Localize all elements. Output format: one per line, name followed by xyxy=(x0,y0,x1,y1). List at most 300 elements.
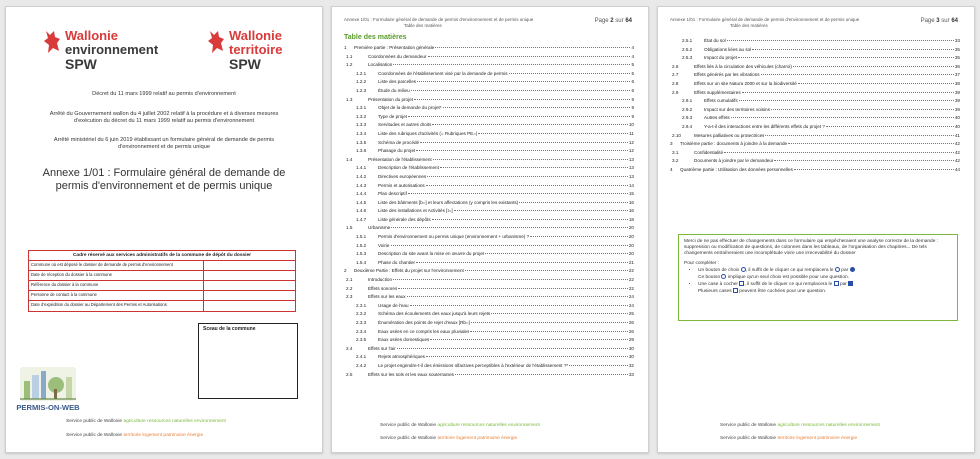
toc-entry-number: 2.9.2 xyxy=(682,106,693,112)
toc-entry[interactable] xyxy=(670,123,960,132)
toc-entry-title: Première partie : Présentation générale xyxy=(354,45,435,50)
toc-entry-page: 20 xyxy=(628,234,634,240)
toc-leader xyxy=(397,348,628,349)
toc-entry[interactable] xyxy=(670,132,960,141)
toc-entry[interactable] xyxy=(670,166,960,175)
pow-label: PERMIS-ON-WEB xyxy=(16,403,80,412)
instructions-warning: Merci de ne pas effectuer de changements dans ce formulaire qui empêcheraient une analyse correcte de la demande : suppression ou modification de questions, de colonnes dans les tableaux, de l'organisation des chapitres... De tels changements entraîneraient une incomplétude voire une irrecevabilité du dossier xyxy=(684,239,939,257)
toc-leader xyxy=(738,57,954,58)
toc-leader xyxy=(443,107,631,108)
toc-entry-title: Autres effets xyxy=(704,115,730,121)
toc-entry[interactable] xyxy=(670,37,960,46)
toc-entry-page: 29 xyxy=(628,337,634,343)
toc-entry-title: Permis et autorisations xyxy=(378,182,425,188)
toc-entry-page: 33 xyxy=(954,38,960,43)
toc-leader xyxy=(569,365,628,366)
toc-entry[interactable] xyxy=(670,157,960,166)
toc-entry-number: 2.5.3 xyxy=(682,55,693,61)
toc-entry[interactable] xyxy=(344,139,634,148)
toc-entry-page: 39 xyxy=(954,98,960,104)
sceau-box xyxy=(198,323,298,399)
toc-leader xyxy=(420,142,628,143)
document-title: Annexe 1/01 : Formulaire général de demande de permis d'environnement et de permis unique xyxy=(42,167,286,192)
toc-entry-page: 10 xyxy=(628,122,634,128)
toc-leader xyxy=(455,374,628,375)
toc-entry[interactable] xyxy=(344,104,634,113)
toc-entry[interactable] xyxy=(344,147,634,156)
toc-entry[interactable] xyxy=(344,310,634,319)
toc-entry-number: 1.3.3 xyxy=(356,122,367,128)
toc-entry[interactable] xyxy=(670,140,960,149)
toc-entry[interactable] xyxy=(344,319,634,328)
toc-entry-number: 1.5.3 xyxy=(356,251,367,257)
toc-leader xyxy=(408,116,630,117)
toc-entry-page: 30 xyxy=(628,354,634,360)
rooster-icon xyxy=(206,29,226,55)
toc-entry-title: Quatrième partie : Utilisation des données personnelles xyxy=(680,166,793,172)
toc-leader xyxy=(471,322,628,323)
toc-entry[interactable] xyxy=(344,285,634,294)
instruction-checkbox: • Une case à cocher , il suffit de le cliquer ce qui remplacera le par Plusieurs cases peuvent être cochées pour une question. xyxy=(698,281,952,295)
toc-leader xyxy=(417,81,630,82)
toc-entry-page: 35 xyxy=(954,55,960,61)
toc-entry-number: 1.5 xyxy=(346,225,353,231)
toc-entry[interactable] xyxy=(670,80,960,89)
toc-entry-number: 1.3.2 xyxy=(356,113,367,119)
logo-wallonie-territoire xyxy=(206,29,282,71)
cover-page xyxy=(5,6,323,453)
logo-spw: SPW xyxy=(65,56,97,72)
toc-leader xyxy=(478,133,628,134)
toc-leader xyxy=(465,270,628,271)
toc-entry-number: 2.9.3 xyxy=(682,115,693,121)
toc-entry-title: Liste des parcelles xyxy=(378,79,417,85)
toc-entry-page: 22 xyxy=(628,268,634,274)
toc-leader xyxy=(432,124,628,125)
toc-leader xyxy=(752,49,954,50)
toc-entry-number: 2.7 xyxy=(672,72,679,78)
toc-entry[interactable] xyxy=(670,149,960,158)
toc-leader xyxy=(491,313,628,314)
toc-entry[interactable] xyxy=(344,224,634,233)
toc-leader xyxy=(793,66,954,67)
toc-leader xyxy=(416,150,628,151)
toc-entry[interactable] xyxy=(344,113,634,122)
footer-line-1: Service public de Wallonie agriculture ressources naturelles environnement xyxy=(380,423,540,428)
toc-entry-page: 13 xyxy=(628,156,634,162)
toc-leader xyxy=(798,83,954,84)
toc-entry-page: 4 xyxy=(631,45,634,50)
toc-entry-number: 1.4.3 xyxy=(356,182,367,188)
toc-entry-number: 2.2 xyxy=(346,285,353,291)
toc-leader xyxy=(433,159,628,160)
toc-entry-page: 20 xyxy=(628,242,634,248)
toc-title: Table des matières xyxy=(344,34,407,41)
toc-entry-number: 1.5.1 xyxy=(356,234,367,240)
toc-leader xyxy=(788,143,954,144)
rooster-icon xyxy=(42,29,62,55)
checkbox-empty-icon xyxy=(733,288,738,293)
toc-entry-number: 3 xyxy=(670,141,673,147)
toc-entry-page: 6 xyxy=(631,87,634,93)
toc-entry-title: Directives européennes xyxy=(378,173,427,179)
toc-entry-number: 1.3.4 xyxy=(356,130,367,136)
toc-entry-title: Y-a-t-il des interactions entre les différents effets du projet ? xyxy=(704,123,825,129)
toc-entry-page: 5 xyxy=(631,70,634,76)
toc-entry-title: Confidentialité xyxy=(694,149,724,155)
toc-entry[interactable] xyxy=(670,71,960,80)
toc-leader xyxy=(416,262,628,263)
toc-entry[interactable] xyxy=(670,106,960,115)
toc-entry-number: 1.2.3 xyxy=(356,87,367,93)
toc-page-3 xyxy=(657,6,975,453)
toc-entry-number: 2.3.3 xyxy=(356,320,367,325)
toc-entry-title: État du sol xyxy=(704,38,726,43)
toc-entry-number: 2.10 xyxy=(672,132,681,138)
toc-entry-title: Plan descriptif xyxy=(378,191,407,197)
toc-entry-number: 1 xyxy=(344,45,347,50)
toc-entry-title: Type de projet xyxy=(378,113,408,119)
toc-entry-page: 40 xyxy=(954,123,960,129)
toc-entry[interactable] xyxy=(670,63,960,72)
toc-entry[interactable] xyxy=(670,97,960,106)
toc-entry-number: 1.4.6 xyxy=(356,208,367,214)
toc-entry-page: 39 xyxy=(954,89,960,95)
toc-entry[interactable] xyxy=(344,293,634,302)
toc-entry-page: 22 xyxy=(628,277,634,283)
toc-leader xyxy=(774,160,953,161)
toc-entry-number: 1.3.5 xyxy=(356,139,367,145)
toc-entry-page: 6 xyxy=(631,79,634,85)
toc-entry-number: 1.2.1 xyxy=(356,70,367,76)
toc-entry-page: 13 xyxy=(628,165,634,171)
footer-line-1: Service public de Wallonie agriculture ressources naturelles environnement xyxy=(720,423,880,428)
toc-leader xyxy=(826,126,954,127)
toc-entry-number: 2.9.1 xyxy=(682,98,693,104)
toc-leader xyxy=(432,219,628,220)
footer-line-2: Service public de Wallonie territoire logement patrimoine énergie xyxy=(720,436,858,441)
toc-entry[interactable] xyxy=(344,207,634,216)
decret-text: Décret du 11 mars 1999 relatif au permis d'environnement xyxy=(92,91,236,97)
instructions-lead: Pour compléter : xyxy=(684,260,720,266)
toc-entry-number: 2.3.2 xyxy=(356,311,367,317)
toc-leader xyxy=(391,245,628,246)
radio-empty-icon xyxy=(721,274,726,279)
toc-entry-number: 2.4 xyxy=(346,345,353,351)
toc-entry[interactable] xyxy=(670,89,960,98)
footer-line-1: Service public de Wallonie agriculture ressources naturelles environnement xyxy=(66,419,226,424)
toc-entry-title: Permis d'environnement ou permis unique (environnement + urbanisme) ? xyxy=(378,234,530,240)
page-number: Page 2 sur 64 xyxy=(594,18,632,24)
toc-entry-page: 42 xyxy=(954,141,960,147)
toc-entry-number: 1.4 xyxy=(346,156,353,162)
toc-entry-number: 3.1 xyxy=(672,149,679,155)
toc-leader xyxy=(435,47,630,48)
toc-entry-page: 38 xyxy=(954,80,960,86)
reserved-row[interactable]: Commune où est déposé le dossier de demande de permis d'environnement xyxy=(29,261,295,271)
footer-line-2: Service public de Wallonie territoire logement patrimoine énergie xyxy=(380,436,518,441)
toc-list xyxy=(670,37,960,175)
toc-leader xyxy=(393,279,628,280)
toc-entry-title: Troisième partie : documents à joindre à la demande xyxy=(680,141,788,147)
toc-entry[interactable] xyxy=(344,259,634,268)
toc-leader xyxy=(509,73,631,74)
toc-entry-page: 37 xyxy=(954,72,960,78)
toc-entry-title: Effets supplémentaires xyxy=(694,89,741,95)
reserved-frame xyxy=(28,250,296,312)
toc-entry-number: 2.8 xyxy=(672,80,679,86)
toc-leader xyxy=(427,176,628,177)
toc-entry-page: 26 xyxy=(628,320,634,325)
page-number: Page 3 sur 64 xyxy=(920,18,958,24)
toc-entry-number: 2.4.1 xyxy=(356,354,367,360)
toc-entry-title: Effets sur les eaux xyxy=(368,294,406,300)
toc-entry-page: 12 xyxy=(628,148,634,154)
toc-entry-title: Description de l'établissement xyxy=(378,165,439,171)
toc-entry[interactable] xyxy=(344,78,634,87)
toc-entry[interactable] xyxy=(344,267,634,276)
toc-entry-number: 2.1 xyxy=(346,277,353,283)
toc-entry-number: 2 xyxy=(344,268,347,274)
toc-entry-number: 1.4.7 xyxy=(356,216,367,222)
reserved-row[interactable]: Date de réception du dossier à la commune xyxy=(29,271,295,281)
toc-entry-number: 2.4.2 xyxy=(356,362,367,368)
toc-entry-title: Coordonnées de l'établissement visé par la demande de permis xyxy=(378,70,508,76)
toc-entry-page: 44 xyxy=(954,166,960,172)
toc-leader xyxy=(430,339,628,340)
toc-entry[interactable] xyxy=(344,70,634,79)
toc-leader xyxy=(530,236,628,237)
toc-entry-title: Liste générale des dépôts xyxy=(378,216,431,222)
toc-leader xyxy=(739,100,954,101)
toc-entry-title: Étude du milieu xyxy=(378,87,410,93)
toc-entry-number: 2.9.4 xyxy=(682,123,693,129)
toc-entry-number: 1.1 xyxy=(346,53,353,59)
toc-entry-page: 5 xyxy=(631,62,634,68)
reserved-row[interactable]: Personne de contact à la commune xyxy=(29,291,295,301)
toc-leader xyxy=(391,227,628,228)
toc-entry[interactable] xyxy=(344,328,634,337)
toc-leader xyxy=(440,167,628,168)
toc-entry-number: 1.5.4 xyxy=(356,259,367,265)
toc-entry-page: 22 xyxy=(628,285,634,291)
instructions-box xyxy=(678,234,958,321)
toc-entry-page: 9 xyxy=(631,113,634,119)
toc-entry-number: 2.3 xyxy=(346,294,353,300)
toc-entry-title: Effets sur un site Natura 2000 et sur la biodiversité xyxy=(694,80,797,86)
toc-entry[interactable] xyxy=(344,371,634,380)
toc-leader xyxy=(765,135,953,136)
logo-wallonie: Wallonie xyxy=(229,28,282,43)
toc-entry-number: 1.3 xyxy=(346,96,353,102)
logo-spw: SPW xyxy=(229,56,261,72)
toc-entry-page: 9 xyxy=(631,105,634,111)
toc-entry-title: Liste des installations et Activités [I=] xyxy=(378,208,453,214)
toc-leader xyxy=(519,202,628,203)
toc-entry[interactable] xyxy=(344,130,634,139)
toc-leader xyxy=(398,288,628,289)
toc-entry[interactable] xyxy=(344,121,634,130)
toc-entry-number: 4 xyxy=(670,166,673,172)
toc-entry-title: Énumération des points de rejet d'eaux [Rb=] xyxy=(378,320,470,325)
toc-entry-title: Présentation du projet xyxy=(368,96,413,102)
toc-leader xyxy=(426,356,628,357)
toc-leader xyxy=(428,56,631,57)
toc-entry-number: 2.5.2 xyxy=(682,46,693,52)
footer-line-2: Service public de Wallonie territoire logement patrimoine énergie xyxy=(66,433,204,438)
toc-entry[interactable] xyxy=(344,190,634,199)
toc-entry-page: 11 xyxy=(629,130,634,136)
toc-entry-page: 9 xyxy=(631,96,634,102)
toc-entry-title: Localisation xyxy=(368,62,393,68)
toc-entry[interactable] xyxy=(344,156,634,165)
toc-entry-number: 2.3.5 xyxy=(356,337,367,343)
toc-leader xyxy=(410,305,628,306)
toc-entry-title: Deuxième Partie : Effets du projet sur l'environnement xyxy=(354,268,464,274)
toc-entry[interactable] xyxy=(344,353,634,362)
toc-entry-number: 1.4.2 xyxy=(356,173,367,179)
toc-entry-title: Mesures palliatives ou protectrices xyxy=(694,132,765,138)
toc-leader xyxy=(731,117,954,118)
running-header: Annexe 1/01 : Formulaire général de demande de permis d'environnement et de permis unique Table des matières xyxy=(670,17,860,28)
toc-entry-page: 40 xyxy=(954,115,960,121)
toc-entry[interactable] xyxy=(344,44,634,53)
toc-entry[interactable] xyxy=(670,114,960,123)
reserved-row[interactable]: Référence du dossier à la commune xyxy=(29,281,295,291)
toc-entry-page: 25 xyxy=(628,311,634,317)
toc-entry-page: 33 xyxy=(628,371,634,377)
toc-entry[interactable] xyxy=(344,362,634,371)
toc-entry[interactable] xyxy=(344,302,634,311)
toc-entry-title: Documents à joindre par le demandeur xyxy=(694,158,774,164)
toc-entry-number: 2.3.4 xyxy=(356,328,367,334)
toc-entry-title: Voirie xyxy=(378,242,390,248)
logo-territoire: territoire xyxy=(229,42,283,57)
toc-entry[interactable] xyxy=(344,216,634,225)
toc-entry[interactable] xyxy=(344,276,634,285)
toc-entry-number: 2.3.1 xyxy=(356,302,367,308)
toc-leader xyxy=(454,210,628,211)
permis-on-web-logo xyxy=(16,359,80,417)
toc-entry-title: Schéma de procédé xyxy=(378,139,420,145)
toc-entry[interactable] xyxy=(344,199,634,208)
toc-entry-title: Usage de l'eau xyxy=(378,302,409,308)
toc-entry-title: Effets générés par les vibrations xyxy=(694,72,760,78)
toc-entry[interactable] xyxy=(670,46,960,55)
arrete-gouvernement-text: Arrêté du Gouvernement wallon du 4 juillet 2002 relatif à la procédure et à diverses mesures d'exécution du décret du 11 mars 1999 relatif au permis d'environnement xyxy=(49,111,279,124)
toc-entry-page: 20 xyxy=(628,225,634,231)
toc-leader xyxy=(794,169,954,170)
toc-entry-title: Servitudes et autres droits xyxy=(378,122,432,128)
radio-filled-icon xyxy=(850,267,855,272)
toc-entry-number: 1.5.2 xyxy=(356,242,367,248)
toc-leader xyxy=(411,90,631,91)
toc-entry-page: 24 xyxy=(628,294,634,300)
toc-entry-page: 16 xyxy=(628,199,634,205)
toc-entry-number: 2.6 xyxy=(672,63,679,69)
toc-entry-number: 2.5.1 xyxy=(682,38,693,43)
toc-entry-page: 14 xyxy=(628,182,634,188)
logo-environnement: environnement xyxy=(65,42,159,57)
toc-entry-page: 41 xyxy=(954,132,960,138)
toc-entry-title: Effets liés à la circulation des véhicules (charroi) xyxy=(694,63,792,69)
toc-entry-page: 4 xyxy=(631,53,634,59)
toc-entry-page: 16 xyxy=(628,208,634,214)
toc-entry[interactable] xyxy=(344,87,634,96)
toc-entry[interactable] xyxy=(670,54,960,63)
logo-wallonie: Wallonie xyxy=(65,28,118,43)
checkbox-filled-icon xyxy=(848,281,853,286)
toc-entry[interactable] xyxy=(344,233,634,242)
toc-entry[interactable] xyxy=(344,173,634,182)
toc-entry-page: 26 xyxy=(628,328,634,334)
toc-entry-number: 1.2 xyxy=(346,62,353,68)
toc-leader xyxy=(393,64,630,65)
toc-entry-page: 35 xyxy=(954,46,960,52)
toc-entry-title: Schéma des écoulements des eaux jusqu'à leurs rejets xyxy=(378,311,491,317)
toc-entry[interactable] xyxy=(344,336,634,345)
toc-entry-title: Effets sonores xyxy=(368,285,398,291)
toc-entry-title: Objet de la demande du projet* xyxy=(378,105,442,111)
toc-entry-page: 18 xyxy=(628,216,634,222)
toc-entry-title: Description du site avant la mise en œuvre du projet xyxy=(378,251,485,257)
toc-entry-page: 24 xyxy=(628,302,634,308)
toc-entry-title: Impact sur des territoires voisins xyxy=(704,106,770,112)
toc-leader xyxy=(414,99,630,100)
running-header: Annexe 1/01 : Formulaire général de demande de permis d'environnement et de permis unique Table des matières xyxy=(344,17,534,28)
toc-entry-title: Liste des rubriques d'activités (= Rubriques PE=) xyxy=(378,130,478,136)
toc-entry-number: 1.2.2 xyxy=(356,79,367,85)
toc-entry[interactable] xyxy=(344,53,634,62)
toc-entry[interactable] xyxy=(344,182,634,191)
toc-leader xyxy=(485,253,628,254)
toc-leader xyxy=(426,185,628,186)
toc-entry-page: 42 xyxy=(954,158,960,164)
toc-entry-page: 13 xyxy=(628,173,634,179)
toc-entry[interactable] xyxy=(344,96,634,105)
toc-entry-number: 2.9 xyxy=(672,89,679,95)
toc-entry-page: 42 xyxy=(954,149,960,155)
toc-entry-number: 1.3.1 xyxy=(356,105,367,111)
toc-entry[interactable] xyxy=(344,164,634,173)
toc-entry-title: Phase du chantier xyxy=(378,259,416,265)
toc-leader xyxy=(408,193,628,194)
reserved-row[interactable]: Date d'expédition du dossier au Département des Permis et Autorisations xyxy=(29,301,295,311)
toc-page-2 xyxy=(331,6,649,453)
toc-list xyxy=(344,44,634,379)
toc-entry-page: 36 xyxy=(954,63,960,69)
toc-entry-page: 30 xyxy=(628,345,634,351)
toc-entry-title: Liste des bâtiments [b=] et leurs affectations (y compris les existants) xyxy=(378,199,519,205)
toc-entry-number: 1.4.4 xyxy=(356,191,367,197)
radio-empty-icon xyxy=(835,267,840,272)
toc-entry[interactable] xyxy=(344,345,634,354)
toc-entry-page: 39 xyxy=(954,106,960,112)
sceau-label: Sceau de la commune xyxy=(203,326,256,332)
toc-entry-page: 21 xyxy=(628,259,634,265)
toc-entry-title: Effets sur les sols et les eaux souterraines xyxy=(368,371,454,377)
toc-entry-title: Le projet engendre-t-il des émissions olfactives perceptibles à l'extérieur de l'établissement ?* xyxy=(378,362,569,368)
toc-entry-page: 12 xyxy=(628,139,634,145)
toc-entry[interactable] xyxy=(344,242,634,251)
toc-entry-number: 3.2 xyxy=(672,158,679,164)
toc-entry-page: 20 xyxy=(628,251,634,257)
toc-entry-title: Rejets atmosphériques xyxy=(378,354,425,360)
toc-entry-page: 32 xyxy=(628,362,634,368)
toc-entry-title: Eaux usées en ce compris les eaux pluviales xyxy=(378,328,470,334)
toc-entry[interactable] xyxy=(344,250,634,259)
toc-entry[interactable] xyxy=(344,61,634,70)
